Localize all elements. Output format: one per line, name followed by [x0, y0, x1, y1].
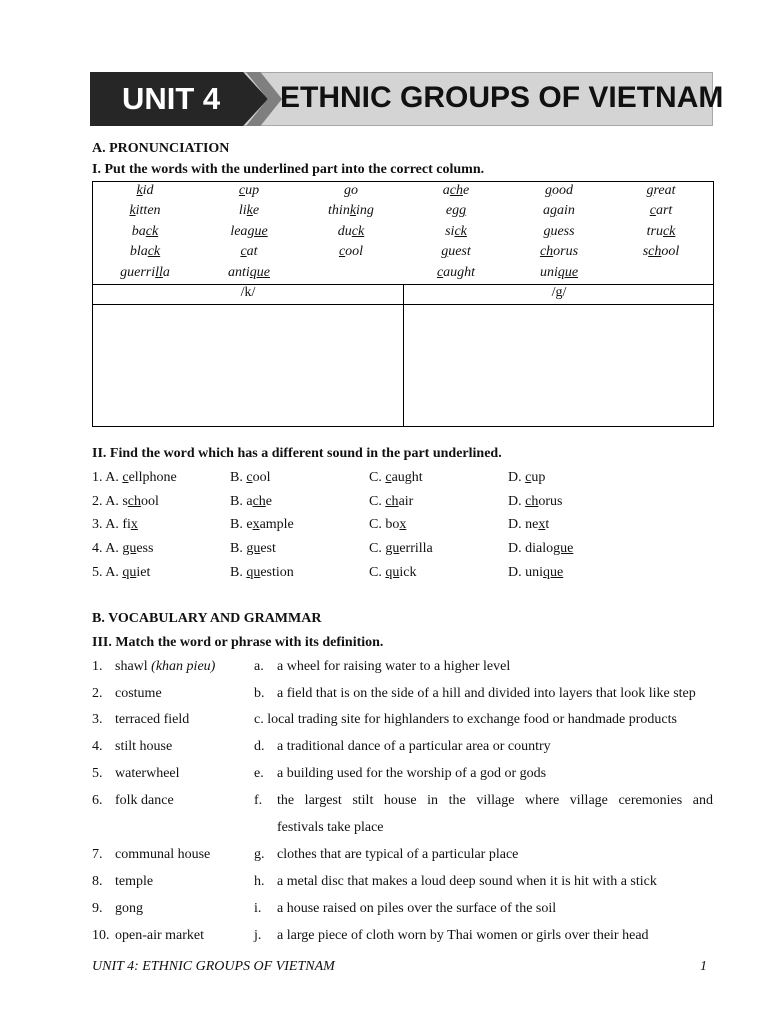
unit-banner [90, 72, 724, 126]
answer-option: D. dialogue [508, 541, 574, 557]
term-text: terraced field [115, 712, 190, 727]
answer-option: 5. A. quiet [92, 564, 151, 580]
word-item: truck [646, 223, 676, 239]
answer-option: B. example [230, 517, 294, 533]
term-number: 9. [92, 901, 103, 916]
definition-text: a traditional dance of a particular area or country [277, 739, 551, 754]
sort-table [92, 284, 714, 427]
term-text: communal house [115, 847, 211, 862]
term-text: stilt house [115, 739, 173, 754]
answer-option: B. question [230, 564, 294, 580]
term-text: folk dance [115, 793, 174, 808]
answer-option: B. cool [230, 470, 271, 485]
word-item: caught [436, 264, 476, 280]
column-g-header: /g/ [551, 285, 567, 300]
word-item: again [543, 203, 575, 219]
definition-letter: f. [254, 793, 263, 808]
word-item: unique [539, 264, 579, 280]
term-number: 1. [92, 659, 103, 674]
unit-title: ETHNIC GROUPS OF VIETNAM [280, 81, 724, 114]
definition-text: a field that is on the side of a hill and divided into layers that look like step [277, 686, 696, 701]
exercise-2-title: II. Find the word which has a different sound in the part underlined. [92, 446, 502, 461]
word-item: sick [445, 223, 467, 239]
definition-text: a large piece of cloth worn by Thai women or girls over their head [277, 928, 649, 943]
answer-option: C. box [369, 517, 407, 533]
word-item: guess [543, 223, 575, 239]
page-number: 1 [700, 959, 707, 974]
term-number: 3. [92, 712, 103, 727]
section-a-heading: A. PRONUNCIATION [92, 141, 230, 156]
exercise-1-title: I. Put the words with the underlined part into the correct column. [92, 162, 485, 177]
answer-option: D. unique [508, 564, 564, 580]
definition-letter: h. [254, 874, 265, 889]
column-k-header: /k/ [240, 285, 256, 300]
word-item: go [344, 183, 358, 198]
word-item: guerrilla [120, 264, 170, 280]
word-item: black [129, 244, 161, 260]
word-grid [92, 181, 714, 285]
answer-option: B. guest [230, 541, 276, 557]
term-text: open-air market [115, 928, 205, 943]
definition-text: a house raised on piles over the surface of the soil [277, 901, 557, 916]
word-item: school [642, 244, 680, 260]
definition-text: a metal disc that makes a loud deep sound when it is hit with a stick [277, 874, 657, 889]
word-item: chorus [539, 244, 579, 260]
word-item: egg [445, 203, 467, 219]
word-item: league [230, 223, 268, 239]
definition-letter: b. [254, 686, 265, 701]
word-item: duck [337, 223, 365, 239]
term-text: waterwheel [115, 766, 180, 781]
definition-text-continued: festivals take place [277, 820, 384, 835]
term-text: shawl (khan pieu) [115, 659, 216, 674]
answer-option: C. chair [369, 493, 414, 509]
definition-letter: g. [254, 847, 265, 862]
word-item: antique [228, 264, 270, 280]
term-number: 5. [92, 766, 103, 781]
definition-letter: i. [254, 901, 262, 916]
term-number: 2. [92, 686, 103, 701]
answer-option: C. caught [369, 470, 423, 485]
word-item: like [238, 203, 260, 219]
footer-unit-title: UNIT 4: ETHNIC GROUPS OF VIETNAM [92, 959, 335, 974]
word-item: guest [441, 244, 471, 260]
unit-label: UNIT 4 [122, 81, 221, 116]
definition-letter: d. [254, 739, 265, 754]
word-item: kitten [129, 203, 161, 219]
table-column-divider [403, 284, 404, 426]
word-item: good [545, 183, 573, 198]
word-item: cart [649, 203, 673, 219]
term-number: 6. [92, 793, 103, 808]
term-text: temple [115, 874, 154, 889]
term-text: gong [115, 901, 143, 916]
answer-option: D. chorus [508, 493, 563, 509]
answer-option: D. cup [508, 470, 546, 485]
term-number: 4. [92, 739, 103, 754]
word-item: cool [338, 244, 364, 260]
section-b-heading: B. VOCABULARY AND GRAMMAR [92, 611, 322, 626]
word-item: back [131, 223, 159, 239]
word-item: kid [136, 183, 154, 198]
definition-text: a wheel for raising water to a higher level [277, 659, 511, 674]
answer-option: C. guerrilla [369, 541, 433, 557]
term-number: 8. [92, 874, 103, 889]
definition-text: clothes that are typical of a particular place [277, 847, 519, 862]
answer-option: D. next [508, 517, 550, 533]
answer-option: 1. A. cellphone [92, 470, 177, 485]
word-item: cup [238, 183, 260, 198]
term-number: 10. [92, 928, 110, 943]
word-item: thinking [328, 203, 374, 219]
definition-text: c. local trading site for highlanders to exchange food or handmade products [254, 712, 677, 727]
answer-option: 3. A. fix [92, 517, 138, 533]
definition-letter: e. [254, 766, 264, 781]
answer-option: B. ache [230, 493, 272, 509]
term-number: 7. [92, 847, 103, 862]
word-item: ache [442, 183, 470, 198]
exercise-3-title: III. Match the word or phrase with its definition. [92, 635, 384, 650]
word-item: great [646, 183, 676, 198]
term-text: costume [115, 686, 162, 701]
definition-letter: j. [254, 928, 262, 943]
answer-option: C. quick [369, 564, 417, 580]
definition-letter: a. [254, 659, 264, 674]
definition-text: the largest stilt house in the village where village ceremonies and [277, 793, 713, 808]
answer-option: 2. A. school [92, 493, 159, 509]
definition-text: a building used for the worship of a god or gods [277, 766, 547, 781]
word-item: cat [240, 244, 258, 260]
answer-option: 4. A. guess [92, 541, 154, 557]
